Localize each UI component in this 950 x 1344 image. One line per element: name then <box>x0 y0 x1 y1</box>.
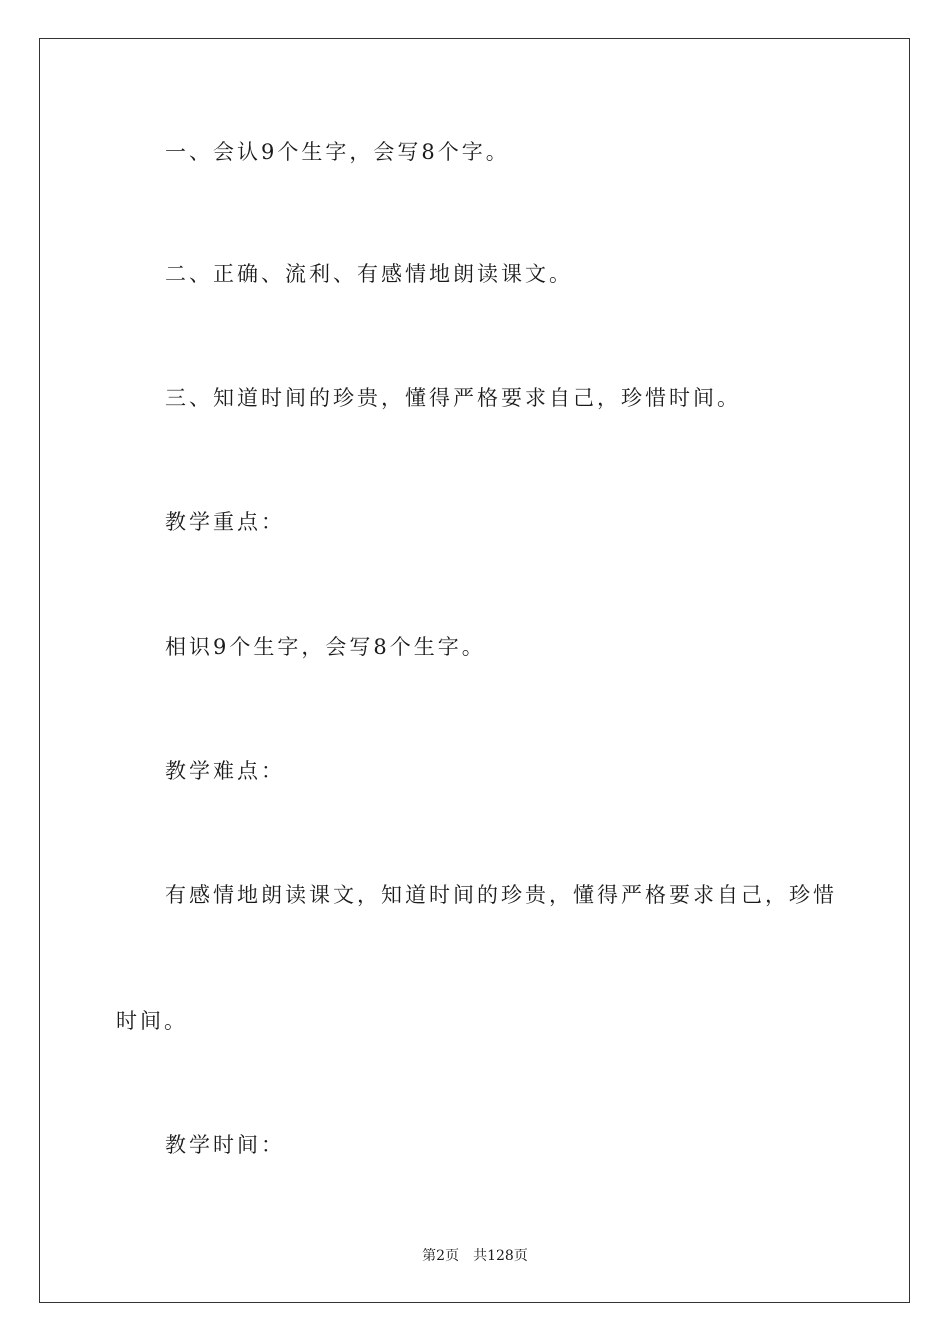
key-points-heading: 教学重点： <box>165 510 285 534</box>
difficulties-text-line-1: 有感情地朗读课文，知道时间的珍贵，懂得严格要求自己，珍惜 <box>165 883 837 907</box>
difficulties-heading: 教学难点： <box>165 759 285 783</box>
objective-2: 二、正确、流利、有感情地朗读课文。 <box>165 262 573 286</box>
page-footer <box>0 1247 950 1265</box>
objective-3: 三、知道时间的珍贵，懂得严格要求自己，珍惜时间。 <box>165 386 741 410</box>
page-number: 第2页 <box>422 1248 460 1264</box>
page-frame <box>39 38 910 1303</box>
difficulties-text-line-2: 时间。 <box>116 1009 188 1033</box>
teaching-time-heading: 教学时间： <box>165 1133 285 1157</box>
objective-1: 一、会认9个生字，会写8个字。 <box>165 140 510 164</box>
key-points-text: 相识9个生字，会写8个生字。 <box>165 635 486 659</box>
page-total: 共128页 <box>473 1248 528 1264</box>
